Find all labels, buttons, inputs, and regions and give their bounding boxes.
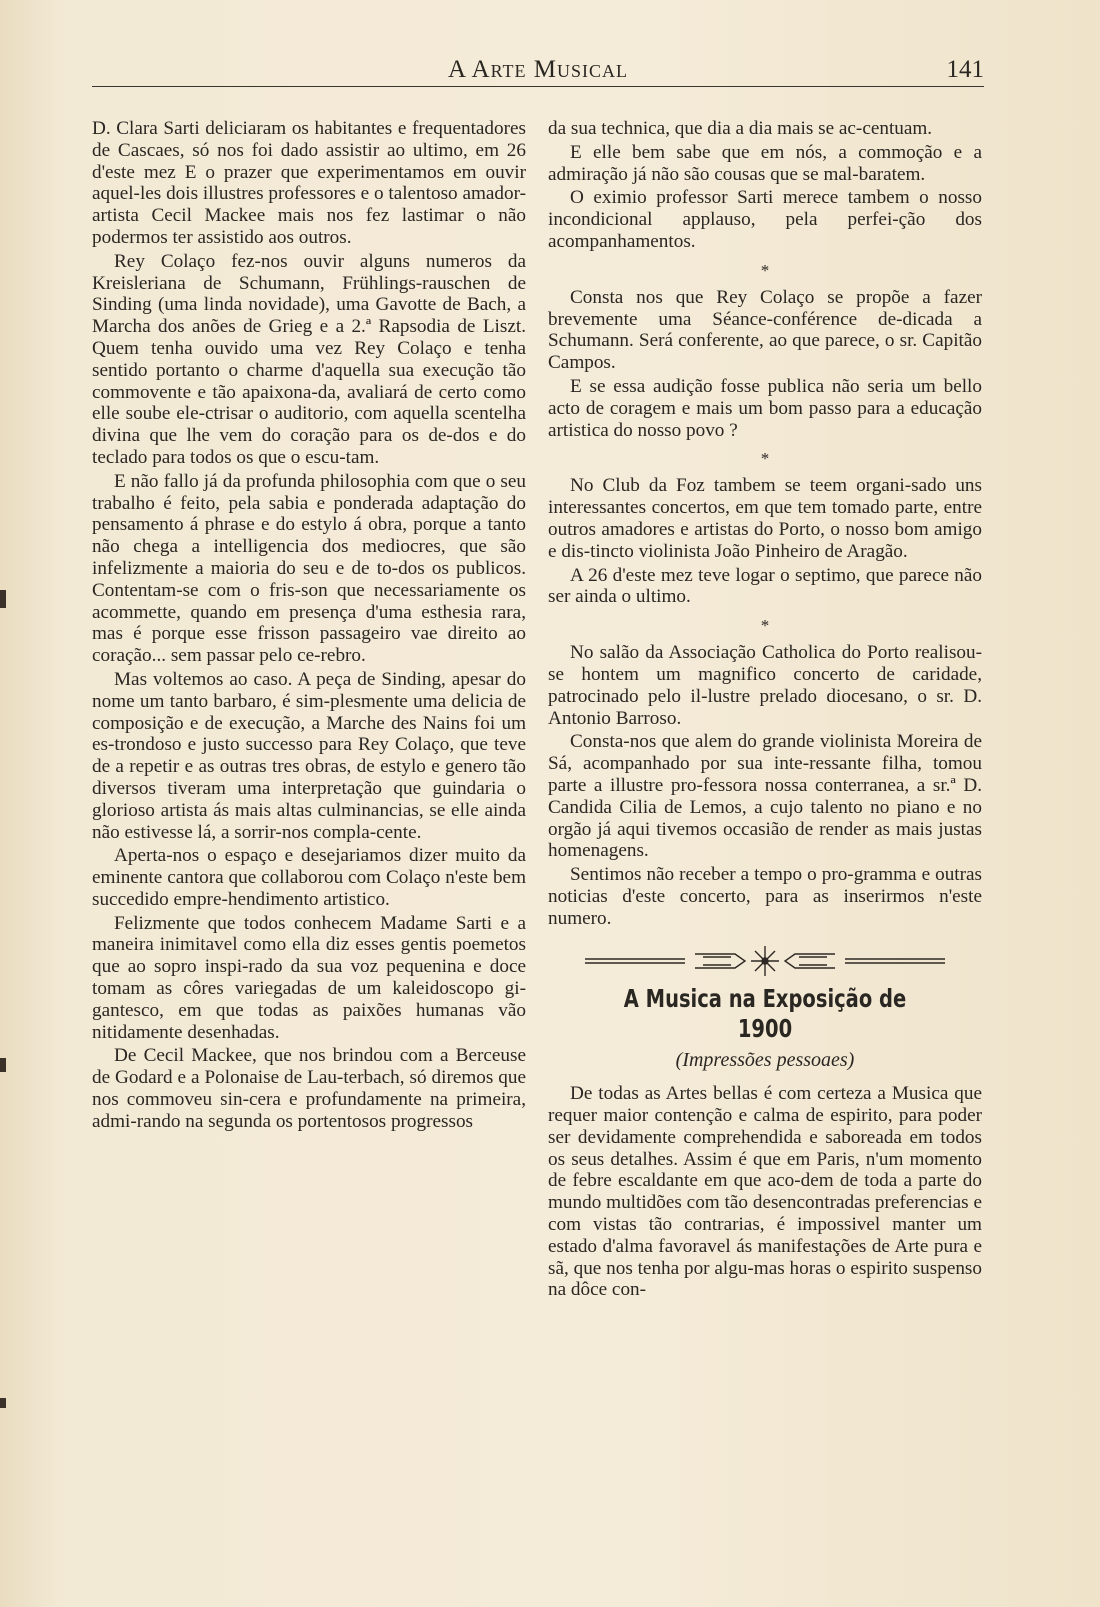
paragraph: Sentimos não receber a tempo o pro-gramma e outras noticias d'este concerto, para as inserirmos n'este numero. bbox=[548, 864, 982, 929]
paragraph: D. Clara Sarti deliciaram os habitantes e frequentadores de Cascaes, só nos foi dado assistir ao ultimo, em 26 d'este mez E o prazer que experimentamos em ouvir aquel-les dois illustres professores e o talentoso amador-artista Cecil Mackee mais nos fez lastimar o não podermos ter assistido aos outros. bbox=[92, 118, 526, 248]
paragraph: Felizmente que todos conhecem Madame Sarti e a maneira inimitavel como ella diz esses gentis poemetos que ao sopro inspi-rado da sua voz pequenina e doce tomam as côres variegadas de um kaleidoscopo gi-gantesco, em que todas as paixões humanas vão nitidamente desenhadas. bbox=[92, 912, 526, 1043]
paragraph: A 26 d'este mez teve logar o septimo, que parece não ser ainda o ultimo. bbox=[548, 564, 982, 608]
paragraph: No Club da Foz tambem se teem organi-sado uns interessantes concertos, em que tem tomado parte, entre outros amadores e artistas do Porto, o nosso bom amigo e dis-tincto violinista João Pinheiro de Aragão. bbox=[548, 475, 982, 562]
paragraph: E elle bem sabe que em nós, a commoção e a admiração já não são cousas que se mal-baratem. bbox=[548, 141, 982, 185]
paragraph: Mas voltemos ao caso. A peça de Sinding, apesar do nome um tanto barbaro, é sim-plesmente uma delicia de composição e de execução, a Marche des Nains foi um es-trondoso e justo successo para Rey Colaço, que teve de a repetir e as outras tres obras, de estylo e genero tão diversos tiveram uma interpretação que guindaria o glorioso artista ás mais altas culminancias, se elle ainda não estivesse lá, a sorrir-nos compla-cente. bbox=[92, 668, 526, 843]
paragraph: E se essa audição fosse publica não seria um bello acto de coragem e mais um bom passo para a educação artistica do nosso povo ? bbox=[548, 375, 982, 441]
left-column bbox=[92, 118, 526, 1135]
asterisk-separator: * bbox=[760, 449, 770, 469]
section-subtitle: (Impressões pessoaes) bbox=[675, 1048, 855, 1071]
decorative-rule-ornament bbox=[585, 944, 945, 978]
paragraph: Rey Colaço fez-nos ouvir alguns numeros da Kreisleriana de Schumann, Frühlings-rauschen de Sinding (uma linda novidade), uma Gavotte de Bach, a Marcha dos anões de Grieg e a 2.ª Rapsodia de Liszt. Quem tenha ouvido uma vez Rey Colaço e tenha sentido portanto o charme d'aquella sua execução tão commovente e tão apaixona-da, avaliará de certo como elle soube ele-ctrisar o auditorio, com aquella scentelha divina que lhe vem do coração para os de-dos e do teclado para todos os que o escu-tam. bbox=[92, 250, 526, 468]
right-column bbox=[548, 118, 982, 1303]
paragraph: De Cecil Mackee, que nos brindou com a Berceuse de Godard e a Polonaise de Lau-terbach, só diremos que nos commoveu sin-cera e profundamente na primeira, admi-rando na segunda os portentosos progressos bbox=[92, 1045, 526, 1132]
paragraph: No salão da Associação Catholica do Porto realisou-se hontem um magnifico concerto de caridade, patrocinado pelo il-lustre prelado diocesano, o sr. D. Antonio Barroso. bbox=[548, 642, 982, 729]
header-rule bbox=[92, 86, 984, 87]
paragraph: De todas as Artes bellas é com certeza a Musica que requer maior contenção e calma de espirito, para poder ser devidamente comprehendida e saboreada em todos os seus detalhes. Assim é que em Paris, n'um momento de febre escaldante em que aco-dem de toda a parte do mundo multidões com tão desencontradas preferencias e com vistas tão contrarias, é impossivel manter um estado d'alma favoravel ás manifestações de Arte pura e sã, que nos tenha por algu-mas horas o espirito suspenso na dôce con- bbox=[548, 1083, 982, 1301]
paragraph: Consta nos que Rey Colaço se propõe a fazer brevemente uma Séance-conférence de-dicada a Schumann. Será conferente, ao que parece, o sr. Capitão Campos. bbox=[548, 286, 982, 374]
paragraph: Consta-nos que alem do grande violinista Moreira de Sá, acompanhado por sua inte-ressante filha, tomou parte a illustre pro-fessora nossa conterranea, a sr.ª D. Candida Cilia de Lemos, a cujo talento no piano e no orgão já aqui tivemos occasião de render as mais justas homenagens. bbox=[548, 731, 982, 862]
edge-mark bbox=[0, 590, 6, 608]
running-header bbox=[92, 52, 984, 92]
paragraph: da sua technica, que dia a dia mais se ac-centuam. bbox=[548, 118, 933, 139]
paragraph: Aperta-nos o espaço e desejariamos dizer muito da eminente cantora que collaborou com Colaço n'este bem succedido empre-hendimento artistico. bbox=[92, 845, 526, 910]
journal-title: A Arte Musical bbox=[448, 56, 628, 83]
edge-mark bbox=[0, 1058, 6, 1072]
section-title: A Musica na Exposição de 1900 bbox=[623, 983, 907, 1043]
edge-mark bbox=[0, 1398, 6, 1408]
paragraph: O eximio professor Sarti merece tambem o nosso incondicional applauso, pela perfei-ção dos acompanhamentos. bbox=[548, 187, 982, 252]
asterisk-separator: * bbox=[760, 260, 770, 280]
page-number: 141 bbox=[946, 56, 984, 83]
paragraph: E não fallo já da profunda philosophia com que o seu trabalho é feito, pela sabia e ponderada adaptação do pensamento á phrase e do estylo á obra, porque a tanto não chega a intelligencia dos mediocres, que são infelizmente a maioria do seu e de to-dos os publicos. Contentam-se com o fris-son que necessariamente os acommette, quando em presença d'uma esthesia rara, mas é porque esse frisson passageiro vae direito ao coração... sem passar pelo ce-rebro. bbox=[92, 470, 526, 667]
asterisk-separator: * bbox=[760, 616, 770, 636]
